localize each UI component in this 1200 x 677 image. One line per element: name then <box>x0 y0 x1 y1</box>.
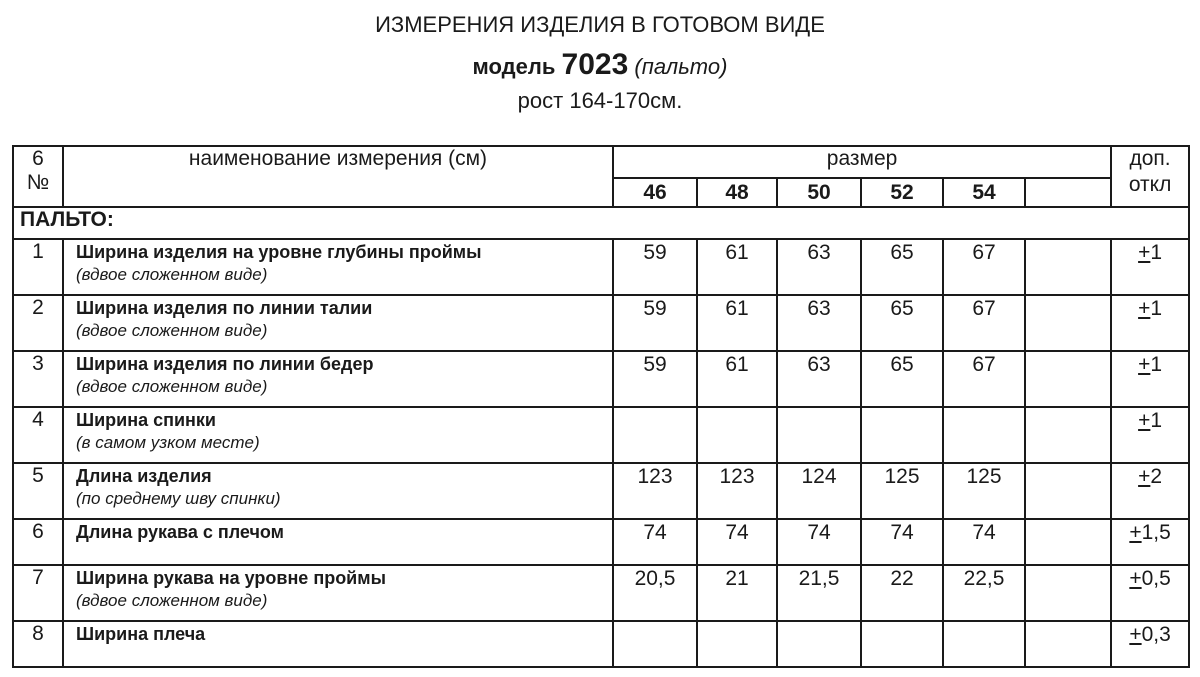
table-row <box>13 621 1189 667</box>
row-number: 5 <box>13 463 63 519</box>
size-value: 59 <box>613 239 697 295</box>
size-value <box>1025 621 1111 667</box>
section-title: ПАЛЬТО: <box>13 207 1189 239</box>
size-value: 59 <box>613 295 697 351</box>
measurement-name <box>63 351 613 407</box>
tolerance-value: +0,5 <box>1111 565 1189 621</box>
measurement-note: (в самом узком месте) <box>76 433 260 452</box>
size-value: 63 <box>777 239 861 295</box>
size-value: 67 <box>943 239 1025 295</box>
model-line <box>0 48 1200 82</box>
row-number: 1 <box>13 239 63 295</box>
measurement-title: Длина рукава с плечом <box>76 522 285 542</box>
size-value: 74 <box>613 519 697 565</box>
table-row <box>13 519 1189 565</box>
size-header-cell: 48 <box>697 178 777 207</box>
size-value: 61 <box>697 351 777 407</box>
height-range: рост 164-170см. <box>517 88 683 113</box>
size-value: 63 <box>777 295 861 351</box>
size-value <box>1025 407 1111 463</box>
measurement-name <box>63 239 613 295</box>
size-value <box>943 621 1025 667</box>
size-value: 125 <box>861 463 943 519</box>
row-number: 8 <box>13 621 63 667</box>
size-value: 22,5 <box>943 565 1025 621</box>
measurement-note: (вдвое сложенном виде) <box>76 321 268 340</box>
size-value: 65 <box>861 351 943 407</box>
size-header-cell <box>1025 178 1111 207</box>
size-value: 124 <box>777 463 861 519</box>
measurements-table <box>12 145 1190 668</box>
table-row <box>13 463 1189 519</box>
size-value: 61 <box>697 295 777 351</box>
size-value <box>613 407 697 463</box>
measurement-name <box>63 463 613 519</box>
size-value: 74 <box>777 519 861 565</box>
measurement-title: Ширина изделия по линии талии <box>76 298 373 318</box>
size-value: 67 <box>943 295 1025 351</box>
size-value: 74 <box>943 519 1025 565</box>
measurement-name <box>63 621 613 667</box>
size-value: 67 <box>943 351 1025 407</box>
row-number: 7 <box>13 565 63 621</box>
table-row <box>13 351 1189 407</box>
size-header-cell: 52 <box>861 178 943 207</box>
size-value <box>861 407 943 463</box>
size-header-cell: 54 <box>943 178 1025 207</box>
size-value: 61 <box>697 239 777 295</box>
measurement-title: Ширина изделия на уровне глубины проймы <box>76 242 482 262</box>
size-value: 21,5 <box>777 565 861 621</box>
page-title: ИЗМЕРЕНИЯ ИЗДЕЛИЯ В ГОТОВОМ ВИДЕ <box>375 12 825 37</box>
measurement-title: Длина изделия <box>76 466 212 486</box>
size-value: 74 <box>697 519 777 565</box>
size-value <box>1025 519 1111 565</box>
size-value: 125 <box>943 463 1025 519</box>
table-row <box>13 295 1189 351</box>
tolerance-value: +1,5 <box>1111 519 1189 565</box>
size-value <box>777 407 861 463</box>
tolerance-value: +1 <box>1111 351 1189 407</box>
row-number: 6 <box>13 519 63 565</box>
size-value <box>1025 565 1111 621</box>
size-value: 65 <box>861 295 943 351</box>
measurement-note: (вдвое сложенном виде) <box>76 265 268 284</box>
measurement-name <box>63 295 613 351</box>
size-value <box>613 621 697 667</box>
size-value: 21 <box>697 565 777 621</box>
size-value: 20,5 <box>613 565 697 621</box>
size-header-cell: 50 <box>777 178 861 207</box>
size-value: 22 <box>861 565 943 621</box>
col-number-header: 6 № <box>13 146 63 207</box>
measurement-note: (по среднему шву спинки) <box>76 489 281 508</box>
tolerance-value: +2 <box>1111 463 1189 519</box>
size-value <box>1025 295 1111 351</box>
measurement-name <box>63 407 613 463</box>
table-row <box>13 565 1189 621</box>
tolerance-value: +1 <box>1111 239 1189 295</box>
size-value: 123 <box>613 463 697 519</box>
row-number: 2 <box>13 295 63 351</box>
row-number: 3 <box>13 351 63 407</box>
size-value <box>861 621 943 667</box>
col-size-header: размер <box>613 146 1111 178</box>
size-value <box>1025 351 1111 407</box>
size-value <box>697 621 777 667</box>
col-name-header: наименование измерения (см) <box>63 146 613 207</box>
tolerance-value: +1 <box>1111 407 1189 463</box>
size-header-cell: 46 <box>613 178 697 207</box>
measurement-title: Ширина плеча <box>76 624 206 644</box>
measurement-title: Ширина рукава на уровне проймы <box>76 568 386 588</box>
measurement-title: Ширина спинки <box>76 410 216 430</box>
col-tolerance-header: доп. откл <box>1111 146 1189 207</box>
model-prefix: модель <box>472 54 556 79</box>
row-number: 4 <box>13 407 63 463</box>
size-value <box>697 407 777 463</box>
measurement-note: (вдвое сложенном виде) <box>76 377 268 396</box>
measurement-note: (вдвое сложенном виде) <box>76 591 268 610</box>
tolerance-value: +1 <box>1111 295 1189 351</box>
size-value: 65 <box>861 239 943 295</box>
measurement-name <box>63 565 613 621</box>
table-row <box>13 407 1189 463</box>
size-value <box>943 407 1025 463</box>
size-value: 59 <box>613 351 697 407</box>
model-type: (пальто) <box>634 54 728 79</box>
size-value <box>1025 463 1111 519</box>
tolerance-value: +0,3 <box>1111 621 1189 667</box>
model-number: 7023 <box>561 48 629 81</box>
size-value: 63 <box>777 351 861 407</box>
measurement-title: Ширина изделия по линии бедер <box>76 354 374 374</box>
size-value <box>1025 239 1111 295</box>
size-value: 74 <box>861 519 943 565</box>
table-row <box>13 239 1189 295</box>
measurement-name <box>63 519 613 565</box>
size-value: 123 <box>697 463 777 519</box>
size-value <box>777 621 861 667</box>
